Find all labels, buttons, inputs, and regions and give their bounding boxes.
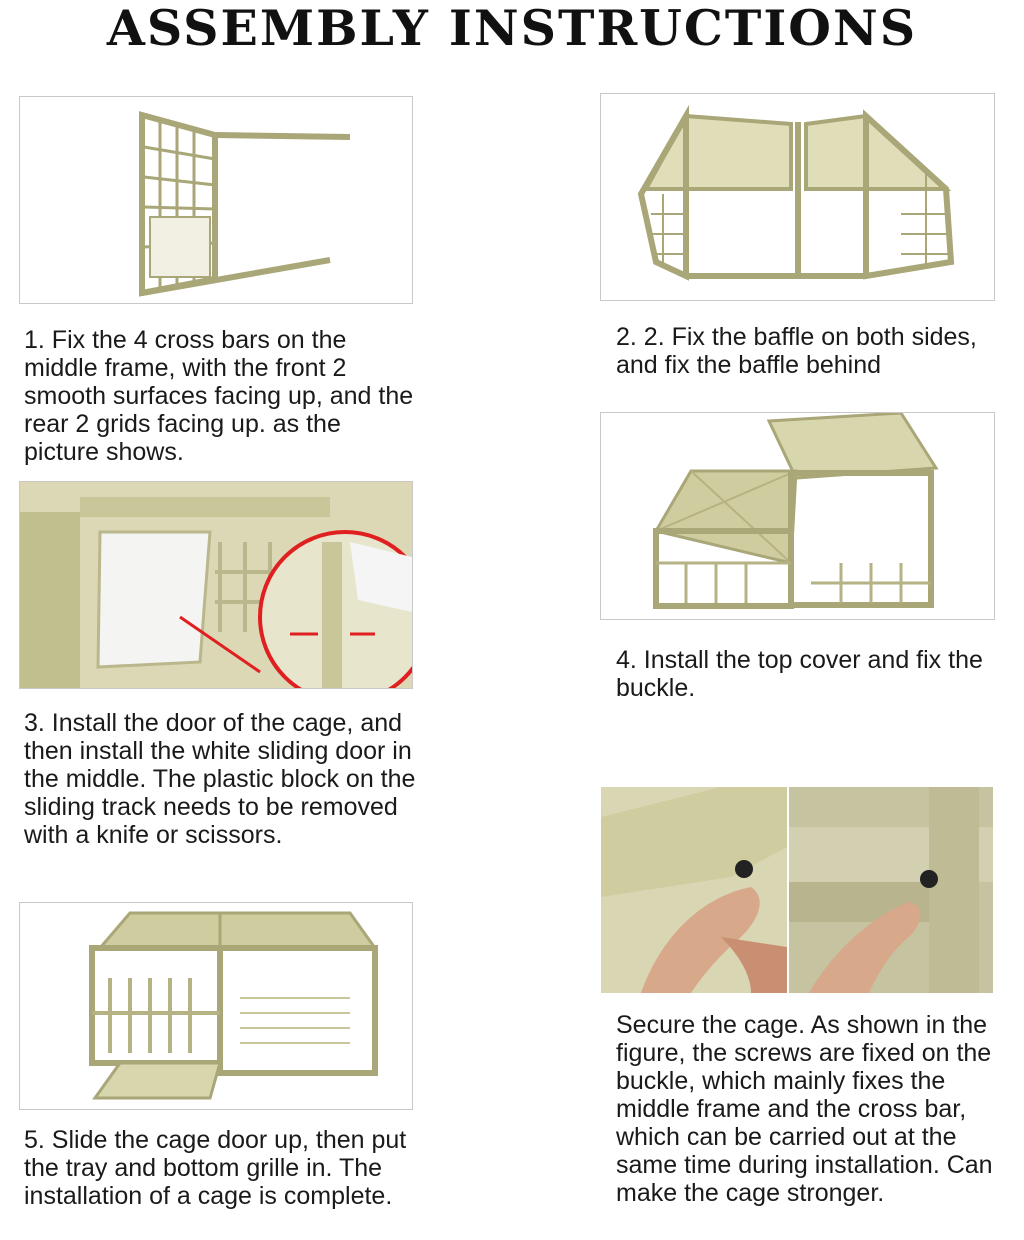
step-2-image <box>600 93 995 301</box>
step-2-caption: 2. 2. Fix the baffle on both sides, and fix the baffle behind <box>616 323 977 379</box>
page-title: ASSEMBLY INSTRUCTIONS <box>106 0 918 57</box>
step-1-caption: 1. Fix the 4 cross bars on the middle frame, with the front 2 smooth surfaces facing up, and the rear 2 grids facing up. as the picture shows. <box>24 326 414 466</box>
step-6-image-right <box>789 787 993 993</box>
step-1-image <box>19 96 413 304</box>
step-5-image <box>19 902 413 1110</box>
step-6-image-left <box>601 787 787 993</box>
step-4-image <box>600 412 995 620</box>
step-5-caption: 5. Slide the cage door up, then put the tray and bottom grille in. The installation of a cage is complete. <box>24 1126 407 1210</box>
step-4-caption: 4. Install the top cover and fix the buckle. <box>616 646 983 702</box>
step-3-caption: 3. Install the door of the cage, and then install the white sliding door in the middle. The plastic block on the sliding track needs to be removed with a knife or scissors. <box>24 709 416 849</box>
step-6-caption: Secure the cage. As shown in the figure, the screws are fixed on the buckle, which mainly fixes the middle frame and the cross bar, which can be carried out at the same time during installation. Can make the cage stronger. <box>616 1011 993 1207</box>
step-3-image <box>19 481 413 689</box>
